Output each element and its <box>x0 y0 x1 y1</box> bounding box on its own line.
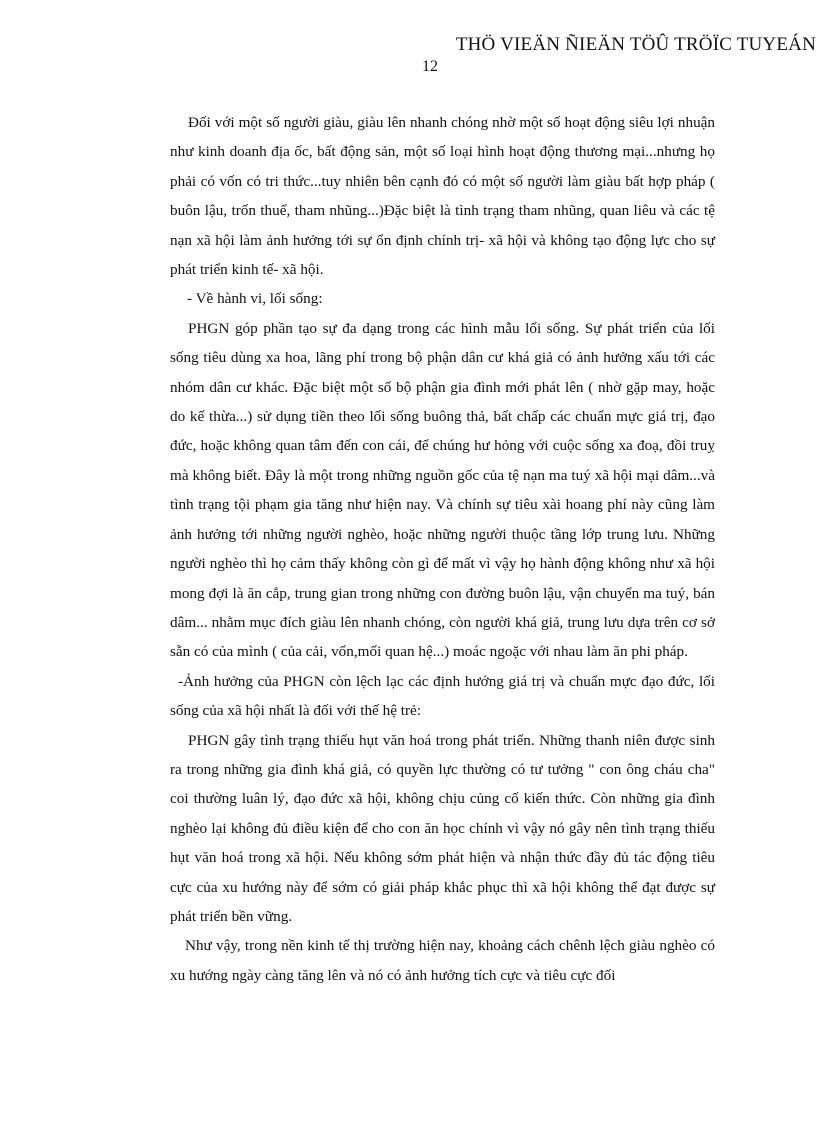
paragraph-value-orientation: -Ảnh hưởng của PHGN còn lệch lạc các định hướng giá trị và chuẩn mực đạo đức, lối sống của xã hội nhất là đối với thế hệ trẻ: <box>170 672 715 720</box>
paragraph-wealthy-people: Đối với một số người giàu, giàu lên nhanh chóng nhờ một số hoạt động siêu lợi nhuận như kinh doanh địa ốc, bất động sản, một số loại hình hoạt động thương mại...nhưng họ phải có vốn có tri thức...tuy nhiên bên cạnh đó có một số người làm giàu bất hợp pháp ( buôn lậu, trốn thuế, tham nhũng...)Đặc biệt là tình trạng tham nhũng, quan liêu và các tệ nạn xã hội làm ảnh hưởng tới sự ổn định chính trị- xã hội và không tạo động lực cho sự phát triển kinh tế- xã hội. <box>170 114 715 279</box>
paragraph-conclusion: Như vậy, trong nền kinh tế thị trường hiện nay, khoảng cách chênh lệch giàu nghèo có xu hướng ngày càng tăng lên và nó có ảnh hưởng tích cực và tiêu cực đối <box>170 937 715 984</box>
heading-behavior-lifestyle: - Về hành vi, lối sống: <box>187 290 323 308</box>
paragraph-cultural-deficit: PHGN gây tình trạng thiếu hụt văn hoá trong phát triển. Những thanh niên được sinh ra trong những gia đình khá giả, có quyền lực thường có tư tưởng " con ông cháu cha" coi thường luân lý, đạo đức xã hội, không chịu củng cố kiến thức. Còn những gia đình nghèo lại không đủ điều kiện để cho con ăn học chính vì vậy nó gây nên tình trạng thiếu hụt văn hoá trong xã hội. Nếu không sớm phát hiện và nhận thức đầy đủ tác động tiêu cực của xu hướng này để sớm có giải pháp khắc phục thì xã hội không thể đạt được sự phát triển bền vững. <box>170 731 715 925</box>
paragraph-lifestyle-diversity: PHGN góp phần tạo sự đa dạng trong các hình mẫu lối sống. Sự phát triển của lối sống tiêu dùng xa hoa, lãng phí trong bộ phận dân cư khá giả có ảnh hưởng xấu tới các nhóm dân cư khác. Đặc biệt một số bộ phận gia đình mới phát lên ( nhờ gặp may, hoặc do kế thừa...) sử dụng tiền theo lối sống buông thả, bất chấp các chuẩn mực giá trị, đạo đức, hoặc không quan tâm đến con cái, để chúng hư hỏng với cuộc sống xa đoạ, đồi truỵ mà không biết. Đây là một trong những nguồn gốc của tệ nạn ma tuý xã hội mại dâm...và tình trạng tội phạm gia tăng như hiện nay. Và chính sự tiêu xài hoang phí này cũng làm ảnh hưởng tới những người nghèo, hoặc những người thuộc tầng lớp trung lưu. Những người nghèo thì họ cảm thấy không còn gì để mất vì vậy họ hành động không như xã hội mong đợi là ăn cắp, trung gian trong những con đường buôn lậu, vận chuyển ma tuý, bán dâm... nhằm mục đích giàu lên nhanh chóng, còn người khá giả, trung lưu dựa trên cơ sở sẵn có của mình ( của cải, vốn,mối quan hệ...) moác ngoặc với nhau làm ăn phi pháp. <box>170 319 715 661</box>
page-number: 12 <box>422 58 438 75</box>
body-text <box>170 108 715 990</box>
running-header: THÖ VIEÄN ÑIEÄN TÖÛ TRÖÏC TUYEÁN <box>455 34 816 55</box>
